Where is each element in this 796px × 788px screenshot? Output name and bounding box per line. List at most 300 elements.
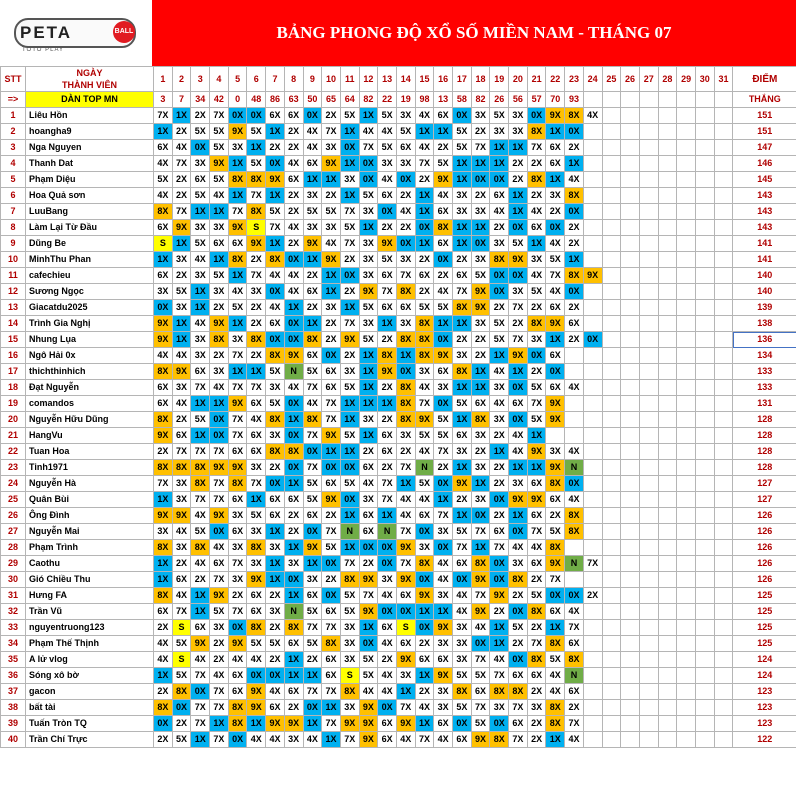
result-cell: 3X (453, 636, 472, 652)
result-cell (583, 252, 602, 268)
row-stt: 16 (1, 348, 26, 364)
result-cell (677, 460, 696, 476)
result-cell: 9X (546, 412, 565, 428)
result-cell: 4X (490, 652, 509, 668)
result-cell: 1X (471, 364, 490, 380)
result-cell: 6X (378, 188, 397, 204)
result-cell: 3X (191, 156, 210, 172)
result-cell (677, 572, 696, 588)
result-cell: N (565, 556, 584, 572)
result-cell (695, 492, 714, 508)
result-cell (714, 620, 733, 636)
result-cell: 6X (527, 556, 546, 572)
result-cell (658, 684, 677, 700)
result-cell: 8X (565, 108, 584, 124)
row-stt: 23 (1, 460, 26, 476)
result-cell: 4X (434, 284, 453, 300)
result-cell: 0X (284, 460, 303, 476)
result-cell: 0X (527, 348, 546, 364)
result-cell (621, 524, 640, 540)
result-cell: 9X (322, 428, 341, 444)
result-cell: 0X (453, 108, 472, 124)
result-cell (714, 508, 733, 524)
result-cell (658, 268, 677, 284)
result-cell: 5X (172, 636, 191, 652)
header-day: 25 (602, 67, 621, 92)
row-points: 125 (733, 588, 796, 604)
result-cell: 3X (247, 284, 266, 300)
row-points: 126 (733, 540, 796, 556)
result-cell (658, 460, 677, 476)
result-cell: 6X (396, 140, 415, 156)
row-stt: 18 (1, 380, 26, 396)
result-cell (695, 732, 714, 748)
result-cell: 6X (154, 140, 173, 156)
result-cell: 4X (565, 172, 584, 188)
result-cell: 5X (415, 476, 434, 492)
result-cell: 7X (396, 524, 415, 540)
result-cell (658, 396, 677, 412)
result-cell: 0X (490, 492, 509, 508)
table-row (1, 252, 796, 268)
result-cell: 7X (228, 380, 247, 396)
result-cell: 5X (527, 380, 546, 396)
result-cell: 7X (172, 204, 191, 220)
result-cell: 2X (565, 700, 584, 716)
result-cell (658, 700, 677, 716)
result-cell: 1X (527, 460, 546, 476)
result-cell: 9X (509, 348, 528, 364)
result-cell: 8X (303, 412, 322, 428)
result-cell (695, 396, 714, 412)
result-cell: 5X (303, 636, 322, 652)
table-row (1, 588, 796, 604)
member-name: Sương Ngọc (26, 284, 154, 300)
result-cell: 4X (490, 364, 509, 380)
row-points: 143 (733, 204, 796, 220)
result-cell: 4X (415, 380, 434, 396)
result-cell: 1X (378, 508, 397, 524)
result-cell (639, 316, 658, 332)
result-cell: 6X (303, 156, 322, 172)
header-day: 30 (695, 67, 714, 92)
top-number: 98 (415, 92, 434, 108)
result-cell: 8X (266, 252, 285, 268)
result-cell (583, 380, 602, 396)
result-cell: 3X (378, 572, 397, 588)
table-row (1, 604, 796, 620)
result-cell: 5X (303, 204, 322, 220)
result-cell (621, 108, 640, 124)
result-cell: 1X (434, 316, 453, 332)
result-cell: 4X (546, 284, 565, 300)
result-cell: 2X (154, 620, 173, 636)
result-cell: 4X (415, 700, 434, 716)
header-row (1, 67, 796, 92)
result-cell (583, 732, 602, 748)
result-cell: 9X (359, 732, 378, 748)
result-cell (695, 508, 714, 524)
result-cell: 4X (396, 508, 415, 524)
result-cell: 7X (434, 508, 453, 524)
result-cell: 4X (509, 428, 528, 444)
result-cell (658, 476, 677, 492)
page-title: BẢNG PHONG ĐỘ XỔ SỐ MIỀN NAM - THÁNG 07 (152, 0, 796, 66)
row-points: 128 (733, 460, 796, 476)
result-cell: 5X (415, 300, 434, 316)
result-cell: S (172, 652, 191, 668)
result-cell: 0X (322, 460, 341, 476)
member-name: Phạm Diệu (26, 172, 154, 188)
result-cell: 8X (154, 364, 173, 380)
result-cell: 3X (509, 476, 528, 492)
result-cell: 2X (303, 652, 322, 668)
result-cell (658, 252, 677, 268)
result-cell: 1X (453, 412, 472, 428)
result-cell: 7X (228, 204, 247, 220)
result-cell: 6X (471, 396, 490, 412)
result-cell: 9X (210, 316, 229, 332)
header-day: 13 (378, 67, 397, 92)
result-cell (639, 364, 658, 380)
result-cell (677, 300, 696, 316)
result-cell (658, 620, 677, 636)
member-name: Trình Gia Nghị (26, 316, 154, 332)
result-cell (695, 364, 714, 380)
result-cell (695, 284, 714, 300)
header-day: 12 (359, 67, 378, 92)
member-name: Nguyễn Hà (26, 476, 154, 492)
result-cell: 8X (154, 588, 173, 604)
result-cell (602, 108, 621, 124)
result-cell: 3X (266, 428, 285, 444)
result-cell: 7X (396, 460, 415, 476)
result-cell: 5X (415, 428, 434, 444)
result-cell: 2X (378, 460, 397, 476)
member-name: Tuấn Tròn TQ (26, 716, 154, 732)
header-day: 21 (527, 67, 546, 92)
result-cell: 3X (172, 252, 191, 268)
result-cell: 0X (396, 364, 415, 380)
row-stt: 14 (1, 316, 26, 332)
result-cell (602, 380, 621, 396)
result-cell: 2X (247, 252, 266, 268)
result-cell (639, 396, 658, 412)
result-cell: 1X (434, 492, 453, 508)
result-cell: 1X (303, 668, 322, 684)
result-cell: 6X (359, 524, 378, 540)
result-cell: 4X (415, 108, 434, 124)
result-cell: 2X (210, 636, 229, 652)
result-cell (621, 652, 640, 668)
result-cell (677, 492, 696, 508)
result-cell: 8X (415, 316, 434, 332)
result-cell (639, 620, 658, 636)
result-cell (639, 508, 658, 524)
result-cell: 6X (396, 636, 415, 652)
result-cell (621, 508, 640, 524)
result-cell: 1X (247, 364, 266, 380)
result-cell (602, 300, 621, 316)
result-cell: 3X (322, 220, 341, 236)
result-cell (602, 332, 621, 348)
result-cell (565, 428, 584, 444)
result-cell: 6X (546, 140, 565, 156)
result-cell: 7X (210, 572, 229, 588)
result-cell: 8X (490, 732, 509, 748)
result-cell: 9X (396, 540, 415, 556)
result-cell: 2X (527, 156, 546, 172)
result-cell: 1X (509, 140, 528, 156)
result-cell: 5X (154, 172, 173, 188)
result-cell: 9X (509, 252, 528, 268)
result-cell: 2X (490, 604, 509, 620)
result-cell: 5X (303, 476, 322, 492)
result-cell (714, 652, 733, 668)
row-points: 126 (733, 556, 796, 572)
result-cell (602, 124, 621, 140)
table-row (1, 396, 796, 412)
table-row (1, 668, 796, 684)
member-name: Nhung Lụa (26, 332, 154, 348)
result-cell: 9X (247, 572, 266, 588)
result-cell (714, 716, 733, 732)
top-number: 13 (434, 92, 453, 108)
result-cell: 9X (415, 588, 434, 604)
result-cell: 9X (378, 364, 397, 380)
result-cell: 0X (396, 172, 415, 188)
result-cell: 9X (471, 572, 490, 588)
result-cell (583, 492, 602, 508)
result-cell: 3X (471, 108, 490, 124)
result-cell: 4X (527, 268, 546, 284)
result-cell: 3X (509, 108, 528, 124)
result-cell: 2X (266, 588, 285, 604)
result-cell (677, 540, 696, 556)
header-day: 22 (546, 67, 565, 92)
result-cell (677, 716, 696, 732)
header-day: 20 (509, 67, 528, 92)
member-name: LuuBang (26, 204, 154, 220)
result-cell (621, 476, 640, 492)
table-row (1, 268, 796, 284)
member-name: Đạt Nguyễn (26, 380, 154, 396)
result-cell (695, 604, 714, 620)
result-cell (677, 364, 696, 380)
result-cell: 1X (359, 396, 378, 412)
result-cell: 8X (266, 348, 285, 364)
result-cell: 7X (415, 156, 434, 172)
result-cell: 6X (509, 396, 528, 412)
result-cell: 5X (340, 380, 359, 396)
result-cell: 8X (247, 172, 266, 188)
result-cell: 3X (396, 252, 415, 268)
results-table (0, 66, 796, 748)
result-cell: 0X (266, 284, 285, 300)
result-cell: 4X (509, 444, 528, 460)
result-cell: 6X (284, 172, 303, 188)
table-row (1, 156, 796, 172)
result-cell: 1X (210, 716, 229, 732)
result-cell (714, 236, 733, 252)
result-cell (677, 636, 696, 652)
result-cell: 0X (210, 428, 229, 444)
result-cell: 8X (340, 572, 359, 588)
result-cell: 0X (284, 252, 303, 268)
result-cell: 1X (490, 348, 509, 364)
result-cell: 3X (415, 540, 434, 556)
result-cell: 7X (415, 396, 434, 412)
result-cell: 6X (378, 444, 397, 460)
result-cell: 6X (546, 156, 565, 172)
header-day: 10 (322, 67, 341, 92)
row-stt: 27 (1, 524, 26, 540)
result-cell: 3X (396, 428, 415, 444)
result-cell: 9X (359, 604, 378, 620)
result-cell: 5X (191, 188, 210, 204)
result-cell (639, 572, 658, 588)
result-cell: 1X (266, 524, 285, 540)
result-cell (695, 140, 714, 156)
result-cell: 9X (266, 716, 285, 732)
row-points: 127 (733, 476, 796, 492)
result-cell: 9X (210, 588, 229, 604)
result-cell (714, 204, 733, 220)
result-cell: 9X (359, 284, 378, 300)
result-cell (583, 684, 602, 700)
result-cell: 1X (453, 460, 472, 476)
result-cell: 2X (284, 188, 303, 204)
result-cell: 1X (191, 396, 210, 412)
result-cell: 1X (565, 156, 584, 172)
table-row (1, 652, 796, 668)
result-cell: 0X (527, 108, 546, 124)
result-cell (602, 652, 621, 668)
result-cell: 6X (284, 108, 303, 124)
result-cell (602, 476, 621, 492)
result-cell: 7X (191, 380, 210, 396)
result-cell: 3X (340, 364, 359, 380)
header-day: 23 (565, 67, 584, 92)
result-cell: 3X (340, 172, 359, 188)
result-cell: 3X (527, 700, 546, 716)
result-cell: 4X (359, 476, 378, 492)
result-cell: 0X (228, 108, 247, 124)
result-cell: 3X (359, 412, 378, 428)
result-cell: 0X (378, 556, 397, 572)
result-cell: 6X (434, 236, 453, 252)
result-cell: 6X (247, 428, 266, 444)
result-cell: 0X (471, 236, 490, 252)
result-cell: 6X (322, 380, 341, 396)
result-cell: 2X (378, 412, 397, 428)
result-cell: 1X (396, 348, 415, 364)
result-cell (621, 268, 640, 284)
table-row (1, 188, 796, 204)
result-cell: 1X (546, 124, 565, 140)
result-cell: 6X (228, 444, 247, 460)
result-cell: 6X (565, 316, 584, 332)
result-cell (583, 444, 602, 460)
header-day: 19 (490, 67, 509, 92)
row-points: 141 (733, 252, 796, 268)
row-points: 128 (733, 428, 796, 444)
table-row (1, 332, 796, 348)
result-cell (602, 636, 621, 652)
result-cell: 2X (284, 700, 303, 716)
result-cell: 0X (378, 204, 397, 220)
result-cell (621, 444, 640, 460)
result-cell: 9X (191, 636, 210, 652)
header-day: 6 (247, 67, 266, 92)
result-cell (714, 172, 733, 188)
result-cell: 4X (490, 204, 509, 220)
result-cell: 5X (490, 316, 509, 332)
result-cell (695, 204, 714, 220)
result-cell (565, 364, 584, 380)
result-cell: 6X (509, 716, 528, 732)
result-cell: 3X (303, 220, 322, 236)
result-cell: 9X (359, 716, 378, 732)
header-day: 7 (266, 67, 285, 92)
result-cell: 0X (247, 108, 266, 124)
result-cell (714, 268, 733, 284)
result-cell: 3X (172, 300, 191, 316)
member-name: Ông Đình (26, 508, 154, 524)
result-cell: 1X (359, 380, 378, 396)
result-cell: 2X (284, 508, 303, 524)
result-cell (677, 188, 696, 204)
result-cell (602, 204, 621, 220)
result-cell: 0X (415, 220, 434, 236)
result-cell: 7X (247, 188, 266, 204)
result-cell: 6X (228, 684, 247, 700)
result-cell (621, 684, 640, 700)
result-cell: 7X (340, 236, 359, 252)
result-cell: 7X (527, 636, 546, 652)
result-cell: 3X (359, 204, 378, 220)
result-cell: 3X (247, 524, 266, 540)
result-cell: 1X (527, 236, 546, 252)
row-stt: 37 (1, 684, 26, 700)
header-day: 14 (396, 67, 415, 92)
result-cell: 8X (172, 684, 191, 700)
result-cell: 6X (210, 236, 229, 252)
result-cell: 4X (154, 156, 173, 172)
result-cell: 1X (434, 124, 453, 140)
row-points: 139 (733, 300, 796, 316)
result-cell: 2X (527, 716, 546, 732)
result-cell: N (340, 524, 359, 540)
result-cell: 0X (266, 668, 285, 684)
result-cell: 4X (284, 220, 303, 236)
result-cell (695, 220, 714, 236)
result-cell: 2X (172, 172, 191, 188)
result-cell: 8X (453, 300, 472, 316)
logo-subtitle: TOTO PLAY (22, 47, 65, 53)
result-cell: 5X (527, 588, 546, 604)
result-cell: 6X (154, 604, 173, 620)
header-day: 8 (284, 67, 303, 92)
result-cell: 9X (359, 572, 378, 588)
result-cell (621, 188, 640, 204)
result-cell (621, 556, 640, 572)
result-cell: 7X (453, 284, 472, 300)
result-cell: 7X (546, 268, 565, 284)
result-cell: 1X (453, 380, 472, 396)
result-cell: 0X (546, 588, 565, 604)
row-stt: 20 (1, 412, 26, 428)
